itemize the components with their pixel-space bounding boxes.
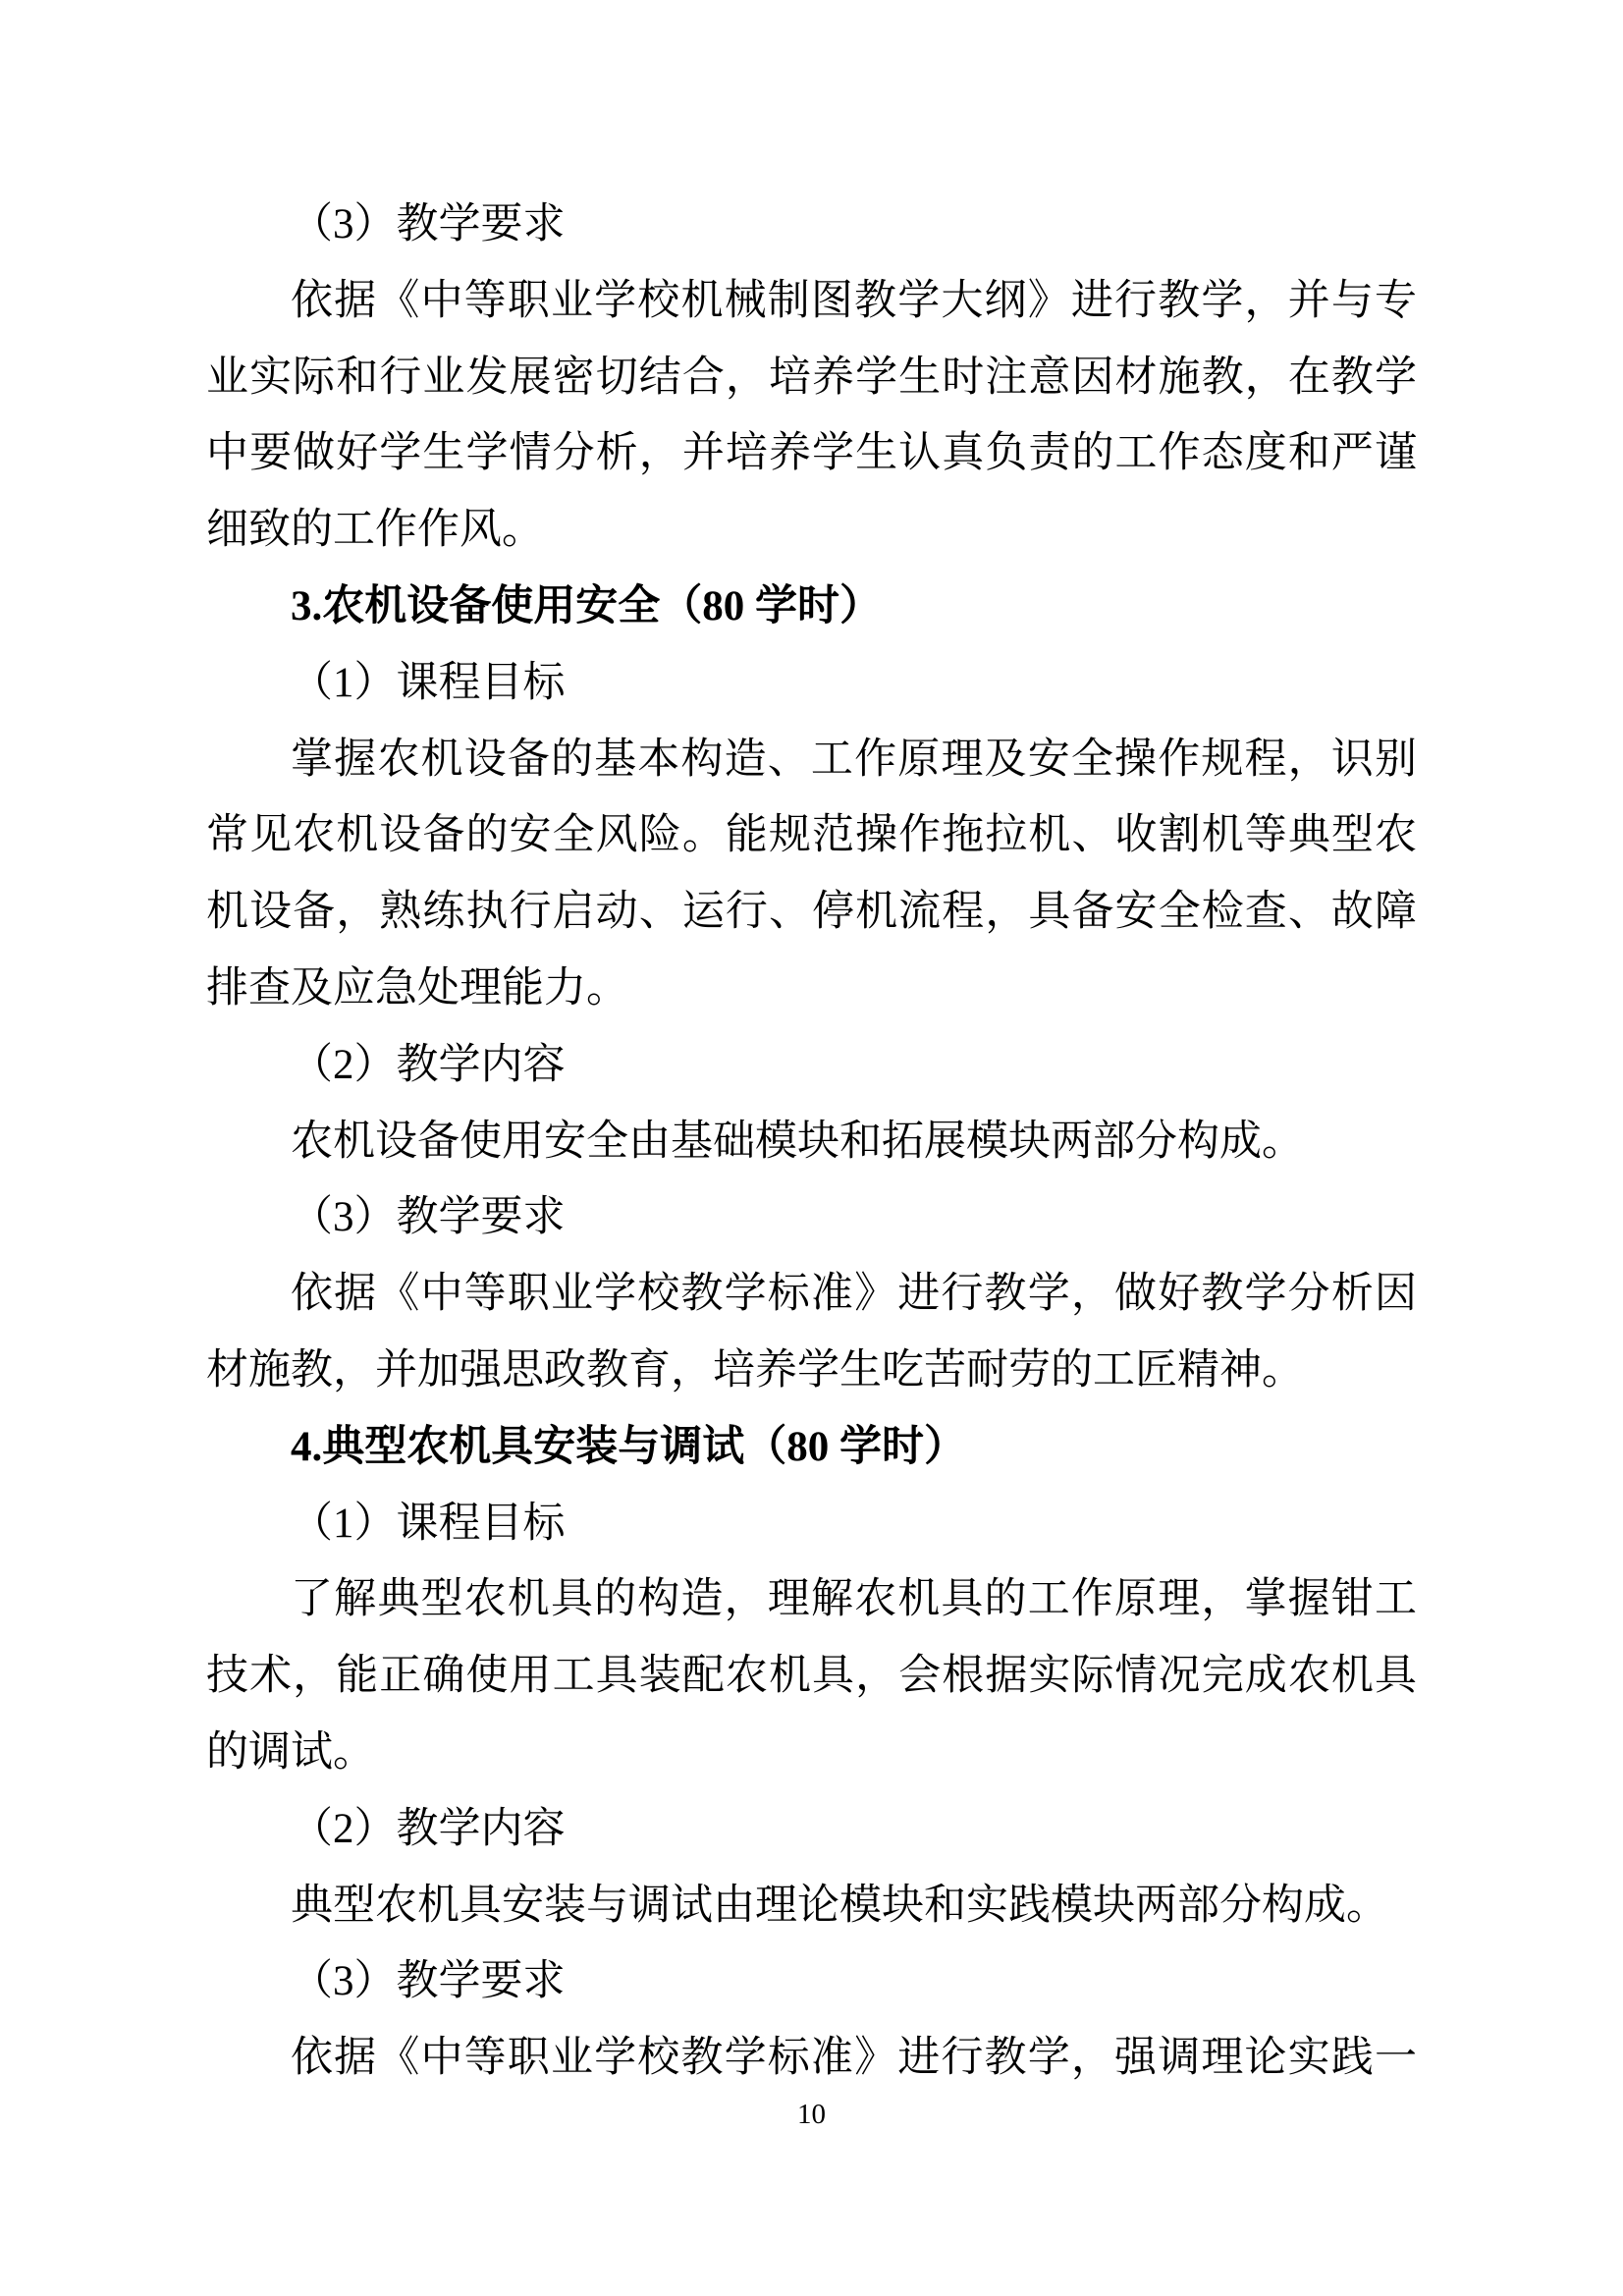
sub-heading: （2）教学内容 (291, 1041, 566, 1088)
body-text-line: 中要做好学生学情分析，并培养学生认真负责的工作态度和严谨 (206, 430, 1417, 477)
sub-heading: （1）课程目标 (291, 1500, 566, 1547)
sub-heading: （1）课程目标 (291, 659, 566, 706)
body-text-line: 依据《中等职业学校机械制图教学大纲》进行教学，并与专 (291, 277, 1417, 324)
body-text-line: 依据《中等职业学校教学标准》进行教学，强调理论实践一 (291, 2035, 1417, 2082)
body-text-line: 材施教，并加强思政教育，培养学生吃苦耐劳的工匠精神。 (206, 1346, 1304, 1394)
body-text-line: 常见农机设备的安全风险。能规范操作拖拉机、收割机等典型农 (206, 812, 1417, 859)
body-text-line: 农机设备使用安全由基础模块和拓展模块两部分构成。 (291, 1118, 1304, 1165)
body-text-line: 排查及应急处理能力。 (206, 964, 628, 1011)
body-text-line: 机设备，熟练执行启动、运行、停机流程，具备安全检查、故障 (206, 889, 1417, 936)
body-text-line: 业实际和行业发展密切结合，培养学生时注意因材施教，在教学 (206, 354, 1417, 401)
sub-heading: （3）教学要求 (291, 1194, 566, 1241)
sub-heading: （3）教学要求 (291, 201, 566, 247)
sub-heading: （3）教学要求 (291, 1958, 566, 2005)
section-heading: 4.典型农机具安装与调试（80 学时） (291, 1423, 966, 1470)
page-number: 10 (797, 2099, 826, 2130)
sub-heading: （2）教学内容 (291, 1805, 566, 1852)
body-text-line: 细致的工作作风。 (206, 507, 544, 554)
body-text-line: 典型农机具安装与调试由理论模块和实践模块两部分构成。 (291, 1882, 1388, 1929)
body-text-line: 了解典型农机具的构造，理解农机具的工作原理，掌握钳工 (291, 1576, 1417, 1623)
section-heading: 3.农机设备使用安全（80 学时） (291, 582, 882, 629)
body-text-line: 技术，能正确使用工具装配农机具，会根据实际情况完成农机具 (206, 1653, 1417, 1700)
body-text-line: 掌握农机设备的基本构造、工作原理及安全操作规程，识别 (291, 736, 1417, 783)
body-text-line: 的调试。 (206, 1728, 375, 1776)
body-text-line: 依据《中等职业学校教学标准》进行教学，做好教学分析因 (291, 1271, 1417, 1318)
document-body (206, 187, 1417, 2097)
